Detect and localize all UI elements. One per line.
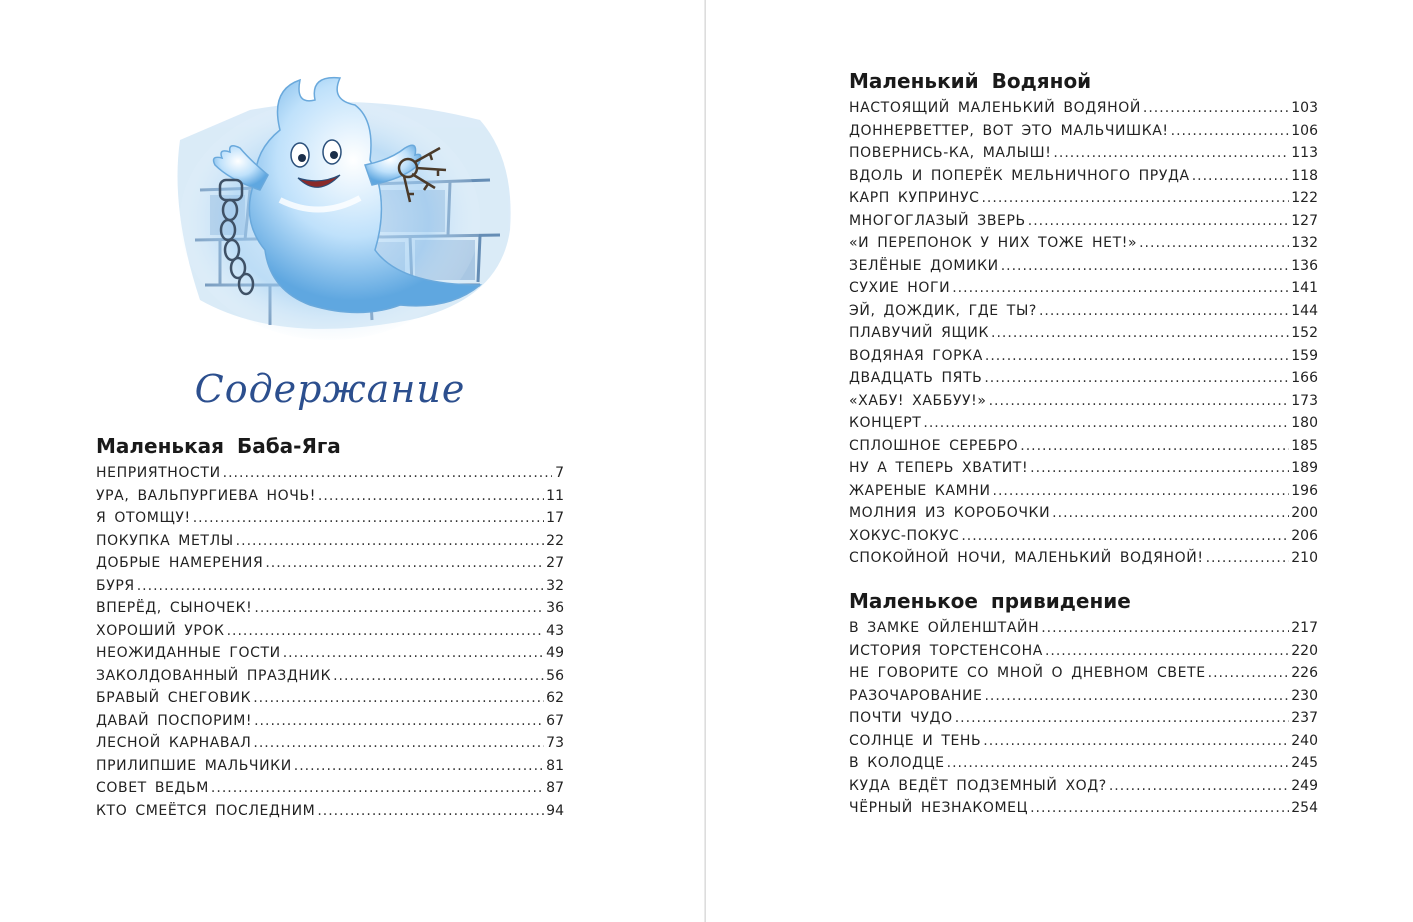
toc-entry-title: СПЛОШНОЕ СЕРЕБРО [849,437,1019,454]
toc-dot-leader [294,755,544,778]
toc-list [849,617,1318,820]
toc-list [849,97,1318,570]
toc-entry [849,97,1318,120]
toc-entry-title: ПОЧТИ ЧУДО [849,710,953,726]
toc-entry-page: 173 [1291,392,1318,409]
toc-entry [849,752,1318,775]
toc-dot-leader [1139,232,1289,255]
toc-entry-title: КОНЦЕРТ [849,415,922,431]
toc-dot-leader [983,730,1289,753]
toc-entry-page: 106 [1291,122,1318,139]
right-page [706,0,1413,922]
toc-dot-leader [253,732,544,755]
toc-entry-page: 113 [1291,145,1318,161]
toc-entry-page: 49 [546,645,564,661]
toc-entry-page: 103 [1291,100,1318,116]
toc-dot-leader [1039,300,1289,323]
toc-dot-leader [1020,435,1289,458]
toc-entry [849,165,1318,188]
toc-dot-leader [1041,617,1289,640]
toc-dot-leader [137,575,544,598]
toc-entry [96,687,564,710]
left-page [0,0,705,922]
toc-dot-leader [985,345,1289,368]
toc-entry-page: 185 [1291,437,1318,454]
toc-entry [96,462,564,485]
toc-entry-title: «И ПЕРЕПОНОК У НИХ ТОЖЕ НЕТ!» [849,235,1138,251]
toc-entry-page: 141 [1291,280,1318,296]
toc-entry-page: 206 [1291,527,1318,544]
toc-entry-title: СПОКОЙНОЙ НОЧИ, МАЛЕНЬКИЙ ВОДЯНОЙ! [849,550,1204,566]
toc-entry-page: 132 [1291,235,1318,251]
toc-dot-leader [254,597,544,620]
toc-dot-leader [254,710,544,733]
toc-entry-title: ПЛАВУЧИЙ ЯЩИК [849,325,990,341]
toc-entry [96,597,564,620]
toc-entry-title: УРА, ВАЛЬПУРГИЕВА НОЧЬ! [96,487,316,504]
toc-dot-leader [1192,165,1290,188]
toc-entry-page: 226 [1291,665,1318,681]
toc-dot-leader [318,485,544,508]
toc-dot-leader [1206,547,1290,570]
toc-entry [96,530,564,553]
toc-dot-leader [981,187,1289,210]
toc-entry-page: 237 [1291,710,1318,726]
toc-entry-page: 73 [546,735,564,751]
toc-entry [849,525,1318,548]
toc-entry-title: ЖАРЕНЫЕ КАМНИ [849,482,991,499]
toc-entry [96,732,564,755]
toc-dot-leader [1053,142,1289,165]
toc-dot-leader [947,752,1290,775]
toc-entry-title: НЕ ГОВОРИТЕ СО МНОЙ О ДНЕВНОМ СВЕТЕ [849,665,1206,681]
toc-dot-leader [193,507,544,530]
toc-dot-leader [952,277,1289,300]
toc-entry-page: 67 [546,712,564,729]
toc-dot-leader [236,530,545,553]
toc-entry-page: 254 [1291,800,1318,816]
toc-entry-title: ВОДЯНАЯ ГОРКА [849,347,983,364]
section-heading: Маленькая Баба-Яга [96,434,341,458]
toc-dot-leader [1171,120,1290,143]
toc-entry [849,232,1318,255]
toc-entry-title: ЗЕЛЁНЫЕ ДОМИКИ [849,257,999,274]
toc-entry-title: ДОБРЫЕ НАМЕРЕНИЯ [96,555,264,571]
toc-dot-leader [1030,797,1289,820]
toc-entry-title: В КОЛОДЦЕ [849,755,945,771]
toc-entry-title: СОЛНЦЕ И ТЕНЬ [849,732,982,749]
toc-entry-title: ВДОЛЬ И ПОПЕРЁК МЕЛЬНИЧНОГО ПРУДА [849,167,1190,184]
toc-entry-title: НУ А ТЕПЕРЬ ХВАТИТ! [849,460,1029,476]
toc-entry-page: 27 [546,555,564,571]
toc-entry-page: 240 [1291,732,1318,749]
toc-entry-title: ПОКУПКА МЕТЛЫ [96,532,234,549]
toc-entry-page: 118 [1291,167,1318,184]
toc-entry-title: КАРП КУПРИНУС [849,190,980,206]
toc-entry-title: ЭЙ, ДОЖДИК, ГДЕ ТЫ? [849,302,1037,319]
toc-entry [849,480,1318,503]
toc-entry-title: БРАВЫЙ СНЕГОВИК [96,690,252,706]
toc-entry-title: РАЗОЧАРОВАНИЕ [849,687,983,704]
toc-entry [849,210,1318,233]
toc-entry [849,345,1318,368]
toc-entry-page: 22 [546,532,564,549]
toc-entry [849,502,1318,525]
toc-entry [849,617,1318,640]
toc-entry-page: 189 [1291,460,1318,476]
toc-dot-leader [1001,255,1290,278]
toc-entry-page: 230 [1291,687,1318,704]
toc-entry [849,142,1318,165]
toc-dot-leader [989,390,1290,413]
toc-entry-title: «ХАБУ! ХАББУУ!» [849,392,987,409]
toc-entry-page: 220 [1291,642,1318,659]
toc-entry [849,662,1318,685]
toc-dot-leader [923,412,1289,435]
toc-entry-title: В ЗАМКЕ ОЙЛЕНШТАЙН [849,620,1040,636]
toc-entry-title: МОЛНИЯ ИЗ КОРОБОЧКИ [849,505,1051,521]
toc-entry-title: Я ОТОМЩУ! [96,510,191,526]
toc-entry-title: ХОРОШИЙ УРОК [96,622,225,639]
toc-dot-leader [223,462,552,485]
toc-entry [849,300,1318,323]
toc-entry [849,390,1318,413]
toc-dot-leader [211,777,544,800]
toc-entry-title: НЕПРИЯТНОСТИ [96,465,221,481]
toc-entry-page: 249 [1291,777,1318,794]
toc-entry [849,187,1318,210]
toc-entry [96,665,564,688]
toc-entry-page: 32 [546,577,564,594]
toc-entry-page: 43 [546,622,564,639]
toc-entry [849,412,1318,435]
toc-dot-leader [1143,97,1289,120]
section-heading: Маленький Водяной [849,69,1092,93]
toc-entry [849,367,1318,390]
toc-entry [96,777,564,800]
toc-entry [849,707,1318,730]
toc-dot-leader [993,480,1290,503]
toc-entry-title: ВПЕРЁД, СЫНОЧЕК! [96,600,253,616]
toc-dot-leader [283,642,544,665]
toc-entry-page: 56 [546,667,564,684]
toc-entry-page: 217 [1291,620,1318,636]
toc-entry-title: НАСТОЯЩИЙ МАЛЕНЬКИЙ ВОДЯНОЙ [849,100,1141,116]
toc-dot-leader [961,525,1289,548]
toc-dot-leader [253,687,544,710]
toc-entry-title: МНОГОГЛАЗЫЙ ЗВЕРЬ [849,212,1026,229]
toc-entry-page: 180 [1291,415,1318,431]
toc-entry [849,255,1318,278]
toc-entry-page: 245 [1291,755,1318,771]
toc-entry-page: 166 [1291,370,1318,386]
toc-entry-title: ЛЕСНОЙ КАРНАВАЛ [96,735,252,751]
toc-entry-title: БУРЯ [96,577,135,594]
toc-entry-page: 122 [1291,190,1318,206]
toc-entry-title: ДАВАЙ ПОСПОРИМ! [96,712,253,729]
toc-entry [96,800,564,823]
toc-entry [96,642,564,665]
toc-section-privideniye [849,588,1318,820]
toc-dot-leader [984,685,1289,708]
toc-dot-leader [333,665,544,688]
toc-entry-page: 11 [546,487,564,504]
toc-entry-page: 136 [1291,257,1318,274]
toc-entry-title: ИСТОРИЯ ТОРСТЕНСОНА [849,642,1043,659]
toc-dot-leader [265,552,544,575]
toc-entry-page: 94 [546,802,564,819]
toc-entry [96,552,564,575]
toc-entry-page: 200 [1291,505,1318,521]
toc-entry-page: 7 [555,465,564,481]
toc-entry-page: 159 [1291,347,1318,364]
toc-entry [849,457,1318,480]
toc-entry [849,435,1318,458]
toc-entry [849,685,1318,708]
toc-entry-page: 36 [546,600,564,616]
toc-dot-leader [1052,502,1289,525]
toc-entry [96,507,564,530]
toc-dot-leader [317,800,544,823]
toc-dot-leader [1030,457,1289,480]
toc-entry [96,485,564,508]
toc-entry-page: 17 [546,510,564,526]
toc-dot-leader [227,620,545,643]
toc-entry-title: СУХИЕ НОГИ [849,280,951,296]
toc-list [96,462,564,822]
toc-entry [849,775,1318,798]
toc-entry-title: ХОКУС-ПОКУС [849,527,960,544]
toc-dot-leader [1045,640,1289,663]
toc-dot-leader [1208,662,1290,685]
toc-entry [849,730,1318,753]
toc-entry-title: ЧЁРНЫЙ НЕЗНАКОМЕЦ [849,800,1029,816]
toc-dot-leader [991,322,1289,345]
toc-entry [849,120,1318,143]
toc-entry [96,710,564,733]
toc-entry-page: 196 [1291,482,1318,499]
toc-entry-title: КУДА ВЕДЁТ ПОДЗЕМНЫЙ ХОД? [849,777,1107,794]
toc-entry [96,755,564,778]
toc-entry [849,640,1318,663]
toc-entry-page: 62 [546,690,564,706]
toc-entry-title: НЕОЖИДАННЫЕ ГОСТИ [96,645,281,661]
toc-entry-page: 152 [1291,325,1318,341]
toc-section-baba-yaga [96,433,564,822]
toc-entry-title: ДВАДЦАТЬ ПЯТЬ [849,370,983,386]
toc-entry-title: ПРИЛИПШИЕ МАЛЬЧИКИ [96,757,292,774]
contents-title: Содержание [194,367,466,411]
toc-entry-title: ЗАКОЛДОВАННЫЙ ПРАЗДНИК [96,667,332,684]
toc-entry-page: 81 [546,757,564,774]
toc-entry-title: СОВЕТ ВЕДЬМ [96,780,209,796]
toc-entry-title: КТО СМЕЁТСЯ ПОСЛЕДНИМ [96,802,316,819]
toc-entry [849,547,1318,570]
toc-entry-page: 127 [1291,212,1318,229]
section-heading: Маленькое привидение [849,589,1131,613]
toc-entry-title: ПОВЕРНИСЬ-КА, МАЛЫШ! [849,145,1052,161]
toc-dot-leader [1109,775,1289,798]
toc-entry-page: 87 [546,780,564,796]
toc-section-vodyanoy [849,68,1318,570]
toc-entry-title: ДОННЕРВЕТТЕР, ВОТ ЭТО МАЛЬЧИШКА! [849,122,1169,139]
toc-entry [849,277,1318,300]
toc-entry [96,620,564,643]
toc-entry-page: 210 [1291,550,1318,566]
toc-dot-leader [984,367,1289,390]
toc-entry [96,575,564,598]
toc-dot-leader [1028,210,1290,233]
toc-dot-leader [955,707,1290,730]
toc-entry [849,322,1318,345]
ghost-illustration [160,70,530,350]
toc-entry-page: 144 [1291,302,1318,319]
toc-entry [849,797,1318,820]
